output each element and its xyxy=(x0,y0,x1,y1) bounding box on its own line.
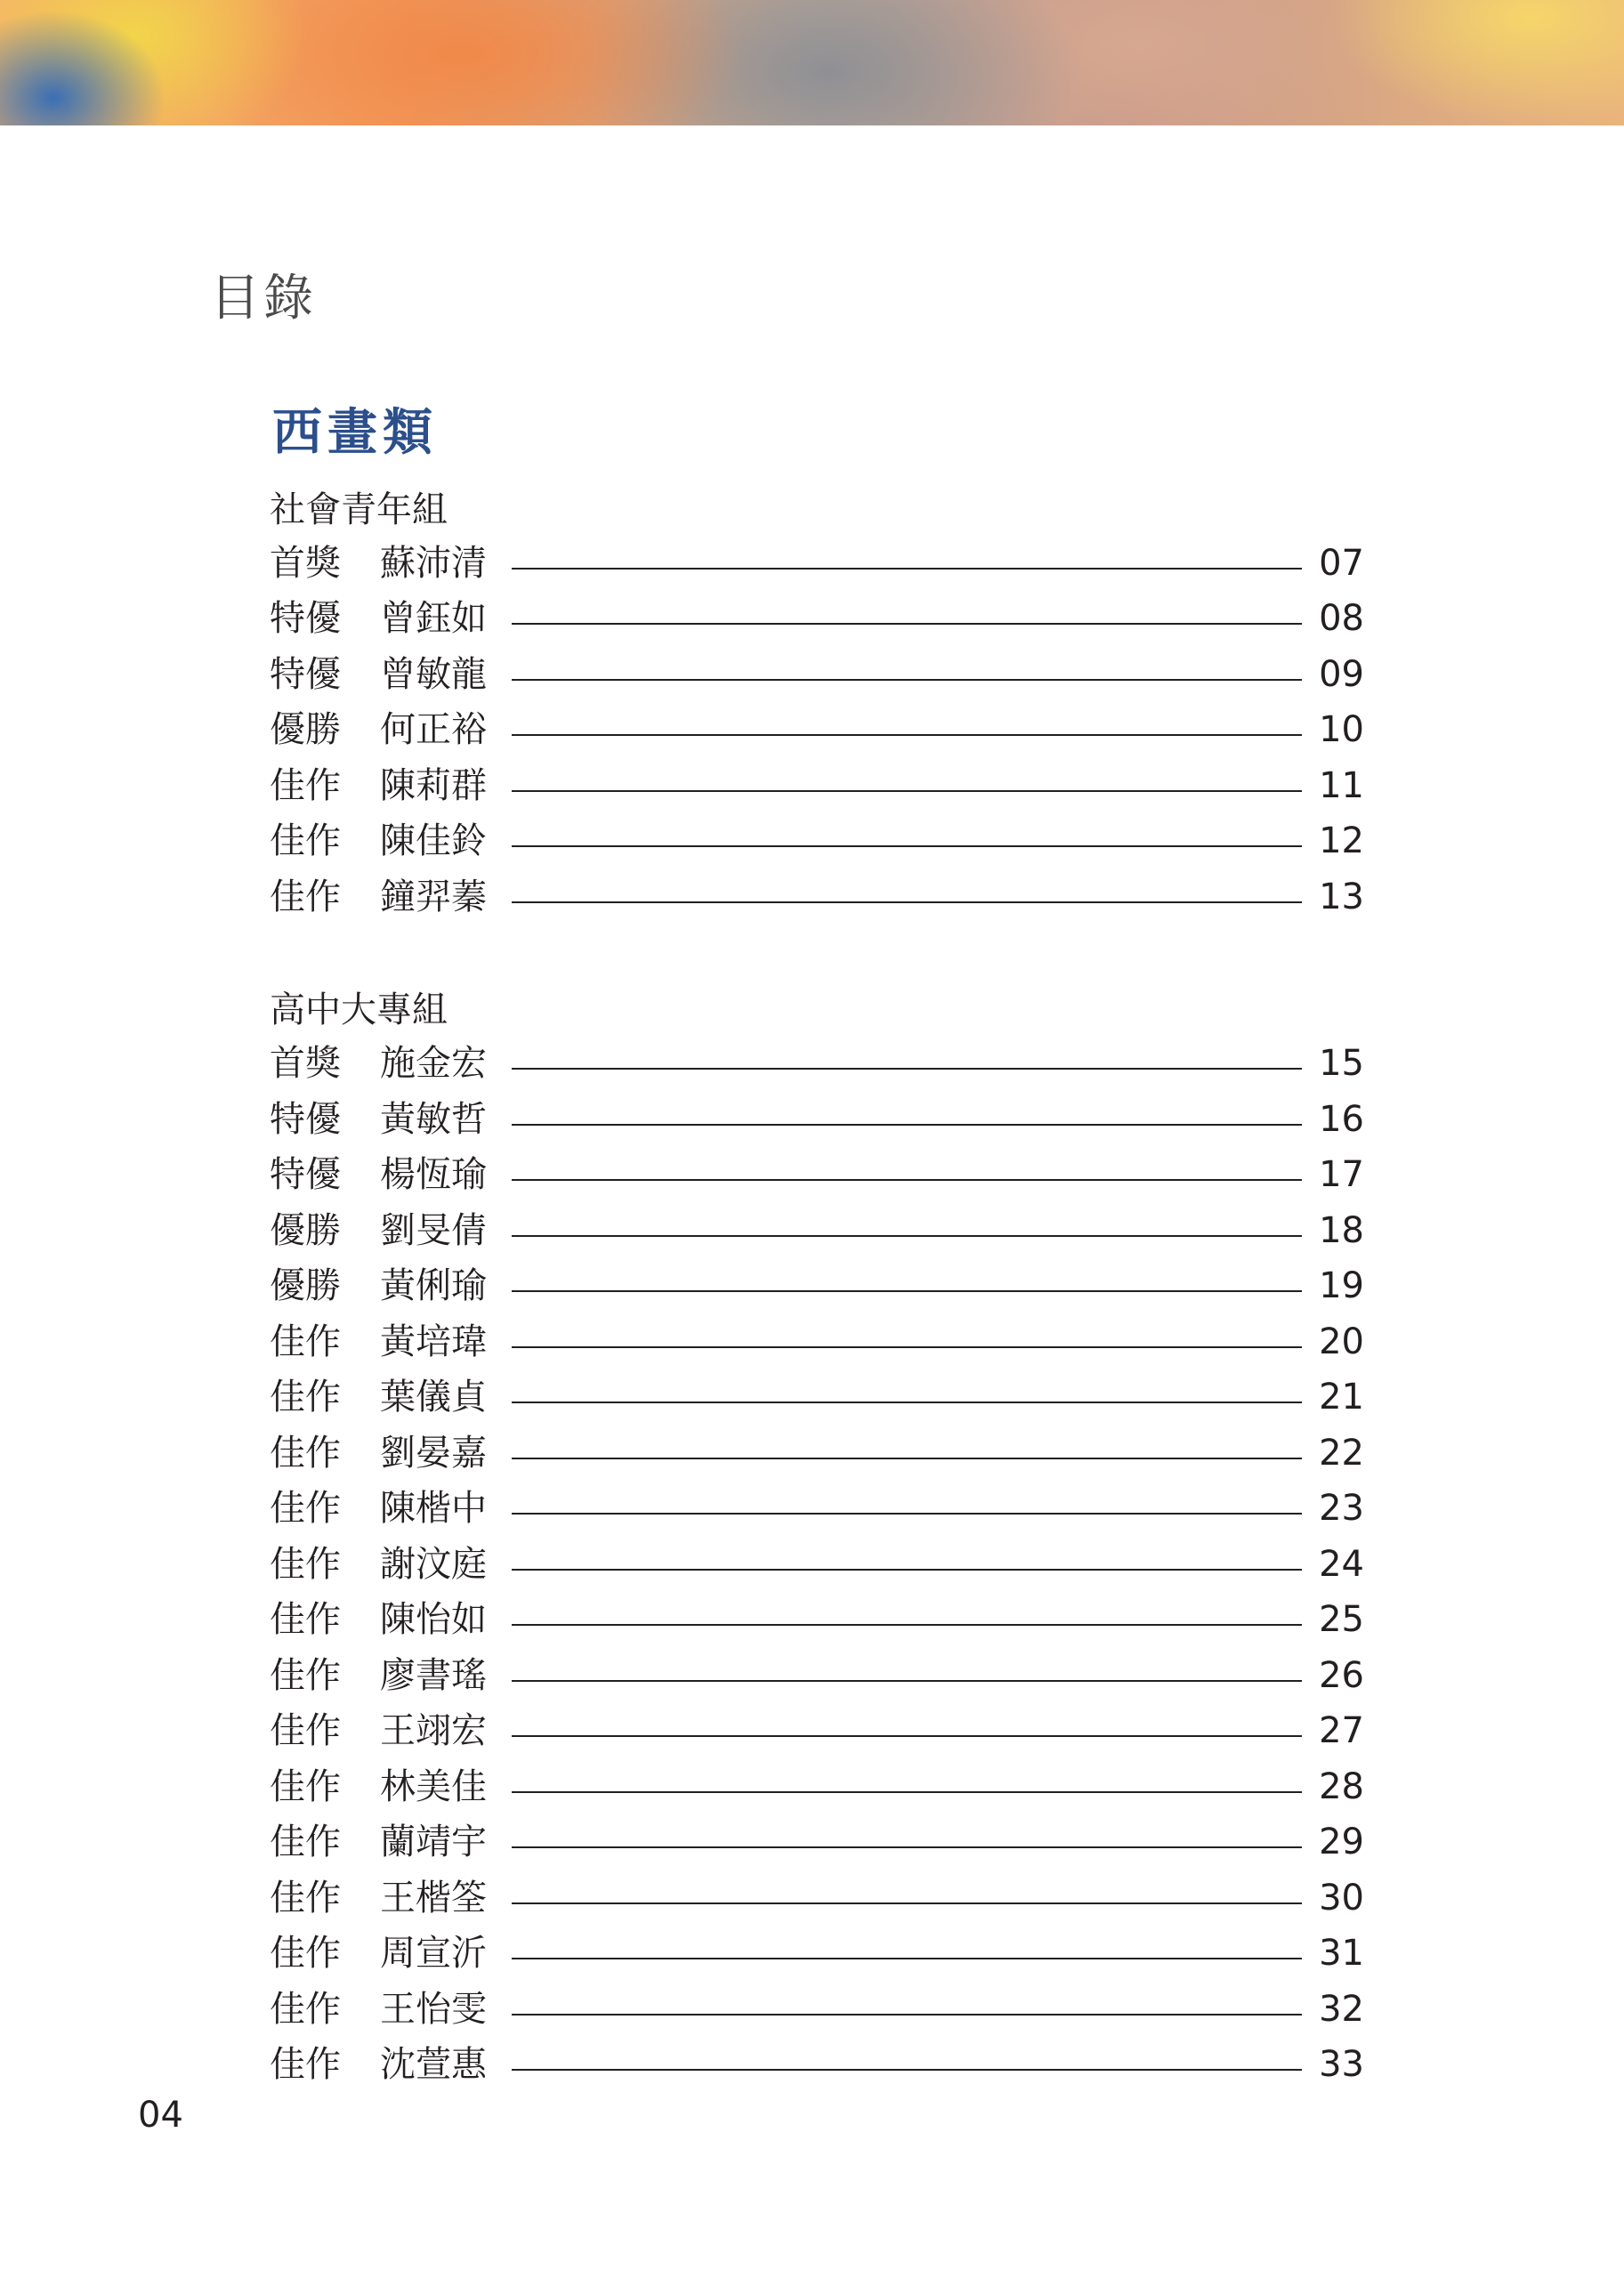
toc-entry[interactable] xyxy=(270,1988,1364,2032)
artist-name: 廖書瑤 xyxy=(380,1655,487,1696)
toc-entry[interactable] xyxy=(270,1376,1364,1420)
award-label: 佳作 xyxy=(270,1599,341,1640)
toc-entry[interactable] xyxy=(270,764,1364,809)
leader-line xyxy=(512,1846,1302,1848)
leader-line xyxy=(512,623,1302,625)
leader-line xyxy=(512,568,1302,570)
toc-entry[interactable] xyxy=(270,1209,1364,1254)
award-label: 佳作 xyxy=(270,1989,341,2030)
page-number: 19 xyxy=(1319,1265,1364,1306)
artist-name: 劉旻倩 xyxy=(380,1210,487,1251)
toc-entry[interactable] xyxy=(270,1432,1364,1476)
artist-name: 王翊宏 xyxy=(380,1710,487,1751)
artist-name: 王楷筌 xyxy=(380,1878,487,1919)
award-label: 優勝 xyxy=(270,709,341,750)
page-number: 17 xyxy=(1319,1154,1364,1195)
artist-name: 黃俐瑜 xyxy=(380,1265,487,1306)
leader-line xyxy=(512,679,1302,681)
award-label: 佳作 xyxy=(270,1933,341,1974)
leader-line xyxy=(512,845,1302,847)
leader-line xyxy=(512,1290,1302,1292)
toc-entry[interactable] xyxy=(270,2043,1364,2088)
toc-entry[interactable] xyxy=(270,1877,1364,1921)
toc-entry[interactable] xyxy=(270,1264,1364,1309)
leader-line xyxy=(512,1958,1302,1959)
award-label: 佳作 xyxy=(270,1766,341,1807)
toc-entry[interactable] xyxy=(270,1042,1364,1087)
award-label: 佳作 xyxy=(270,1878,341,1919)
artist-name: 林美佳 xyxy=(380,1766,487,1807)
award-label: 佳作 xyxy=(270,2044,341,2085)
award-label: 佳作 xyxy=(270,1655,341,1696)
artist-name: 周宣沂 xyxy=(380,1933,487,1974)
page-number: 32 xyxy=(1319,1989,1364,2030)
page-number: 08 xyxy=(1319,598,1364,639)
leader-line xyxy=(512,901,1302,903)
toc-entry[interactable] xyxy=(270,1098,1364,1143)
watercolor-header-banner xyxy=(0,0,1624,125)
toc-entry[interactable] xyxy=(270,876,1364,920)
leader-line xyxy=(512,1680,1302,1682)
page-number: 26 xyxy=(1319,1655,1364,1696)
artist-name: 謝汶庭 xyxy=(380,1544,487,1585)
award-label: 佳作 xyxy=(270,1822,341,1862)
page-number: 23 xyxy=(1319,1488,1364,1529)
award-label: 佳作 xyxy=(270,876,341,917)
artist-name: 陳楷中 xyxy=(380,1488,487,1529)
leader-line xyxy=(512,1513,1302,1515)
artist-name: 沈萱惠 xyxy=(380,2044,487,2085)
toc-entry[interactable] xyxy=(270,1487,1364,1531)
toc-entry[interactable] xyxy=(270,653,1364,698)
leader-line xyxy=(512,1735,1302,1737)
leader-line xyxy=(512,1624,1302,1626)
toc-entry[interactable] xyxy=(270,1765,1364,1810)
artist-name: 曾敏龍 xyxy=(380,654,487,695)
toc-entry[interactable] xyxy=(270,1598,1364,1643)
award-label: 特優 xyxy=(270,598,341,639)
leader-line xyxy=(512,1235,1302,1237)
leader-line xyxy=(512,2014,1302,2016)
artist-name: 何正裕 xyxy=(380,709,487,750)
toc-entry[interactable] xyxy=(270,1153,1364,1198)
award-label: 首獎 xyxy=(270,543,341,584)
artist-name: 鐘羿蓁 xyxy=(380,876,487,917)
artist-name: 黃培瑋 xyxy=(380,1321,487,1362)
award-label: 優勝 xyxy=(270,1265,341,1306)
page-number: 11 xyxy=(1319,765,1364,806)
award-label: 優勝 xyxy=(270,1210,341,1251)
artist-name: 黃敏哲 xyxy=(380,1099,487,1140)
page-number: 15 xyxy=(1319,1043,1364,1084)
leader-line xyxy=(512,734,1302,736)
page-number: 10 xyxy=(1319,709,1364,750)
artist-name: 楊恆瑜 xyxy=(380,1154,487,1195)
toc-entry[interactable] xyxy=(270,1821,1364,1865)
page-number: 13 xyxy=(1319,876,1364,917)
artist-name: 施金宏 xyxy=(380,1043,487,1084)
toc-entry[interactable] xyxy=(270,820,1364,864)
artist-name: 蘭靖宇 xyxy=(380,1822,487,1862)
leader-line xyxy=(512,1791,1302,1793)
group-title-highschool: 高中大專組 xyxy=(270,990,448,1030)
artist-name: 陳佳鈴 xyxy=(380,820,487,861)
award-label: 佳作 xyxy=(270,1433,341,1474)
leader-line xyxy=(512,1346,1302,1348)
artist-name: 葉儀貞 xyxy=(380,1377,487,1418)
award-label: 佳作 xyxy=(270,1710,341,1751)
award-label: 特優 xyxy=(270,654,341,695)
page-number: 29 xyxy=(1319,1822,1364,1862)
page-number: 16 xyxy=(1319,1099,1364,1140)
toc-entry[interactable] xyxy=(270,1709,1364,1754)
award-label: 佳作 xyxy=(270,1488,341,1529)
leader-line xyxy=(512,1569,1302,1571)
award-label: 特優 xyxy=(270,1099,341,1140)
artist-name: 曾鈺如 xyxy=(380,598,487,639)
page-number: 27 xyxy=(1319,1710,1364,1751)
toc-entry[interactable] xyxy=(270,1932,1364,1976)
leader-line xyxy=(512,1124,1302,1126)
page-number: 30 xyxy=(1319,1878,1364,1919)
group-title-adult: 社會青年組 xyxy=(270,489,448,530)
page-number: 12 xyxy=(1319,820,1364,861)
artist-name: 陳莉群 xyxy=(380,765,487,806)
toc-heading: 目錄 xyxy=(210,270,317,327)
award-label: 佳作 xyxy=(270,1377,341,1418)
artist-name: 王怡雯 xyxy=(380,1989,487,2030)
leader-line xyxy=(512,1179,1302,1181)
artist-name: 蘇沛清 xyxy=(380,543,487,584)
toc-entry[interactable] xyxy=(270,1543,1364,1587)
toc-entry[interactable] xyxy=(270,708,1364,753)
page-number: 24 xyxy=(1319,1544,1364,1585)
toc-entry[interactable] xyxy=(270,1321,1364,1365)
toc-entry[interactable] xyxy=(270,1654,1364,1699)
page-number: 18 xyxy=(1319,1210,1364,1251)
award-label: 佳作 xyxy=(270,820,341,861)
award-label: 佳作 xyxy=(270,765,341,806)
artist-name: 劉晏嘉 xyxy=(380,1433,487,1474)
leader-line xyxy=(512,1458,1302,1459)
page-number: 09 xyxy=(1319,654,1364,695)
leader-line xyxy=(512,790,1302,792)
page-number: 21 xyxy=(1319,1377,1364,1418)
page-number: 31 xyxy=(1319,1933,1364,1974)
leader-line xyxy=(512,2069,1302,2071)
page-number: 25 xyxy=(1319,1599,1364,1640)
award-label: 佳作 xyxy=(270,1321,341,1362)
page-number: 33 xyxy=(1319,2044,1364,2085)
toc-entry[interactable] xyxy=(270,542,1364,586)
award-label: 佳作 xyxy=(270,1544,341,1585)
leader-line xyxy=(512,1068,1302,1070)
page-folio: 04 xyxy=(138,2095,183,2136)
page-number: 28 xyxy=(1319,1766,1364,1807)
award-label: 首獎 xyxy=(270,1043,341,1084)
award-label: 特優 xyxy=(270,1154,341,1195)
leader-line xyxy=(512,1902,1302,1904)
artist-name: 陳怡如 xyxy=(380,1599,487,1640)
category-title: 西畫類 xyxy=(272,403,438,462)
page-number: 20 xyxy=(1319,1321,1364,1362)
toc-entry[interactable] xyxy=(270,597,1364,642)
page-number: 07 xyxy=(1319,543,1364,584)
page-number: 22 xyxy=(1319,1433,1364,1474)
leader-line xyxy=(512,1402,1302,1403)
